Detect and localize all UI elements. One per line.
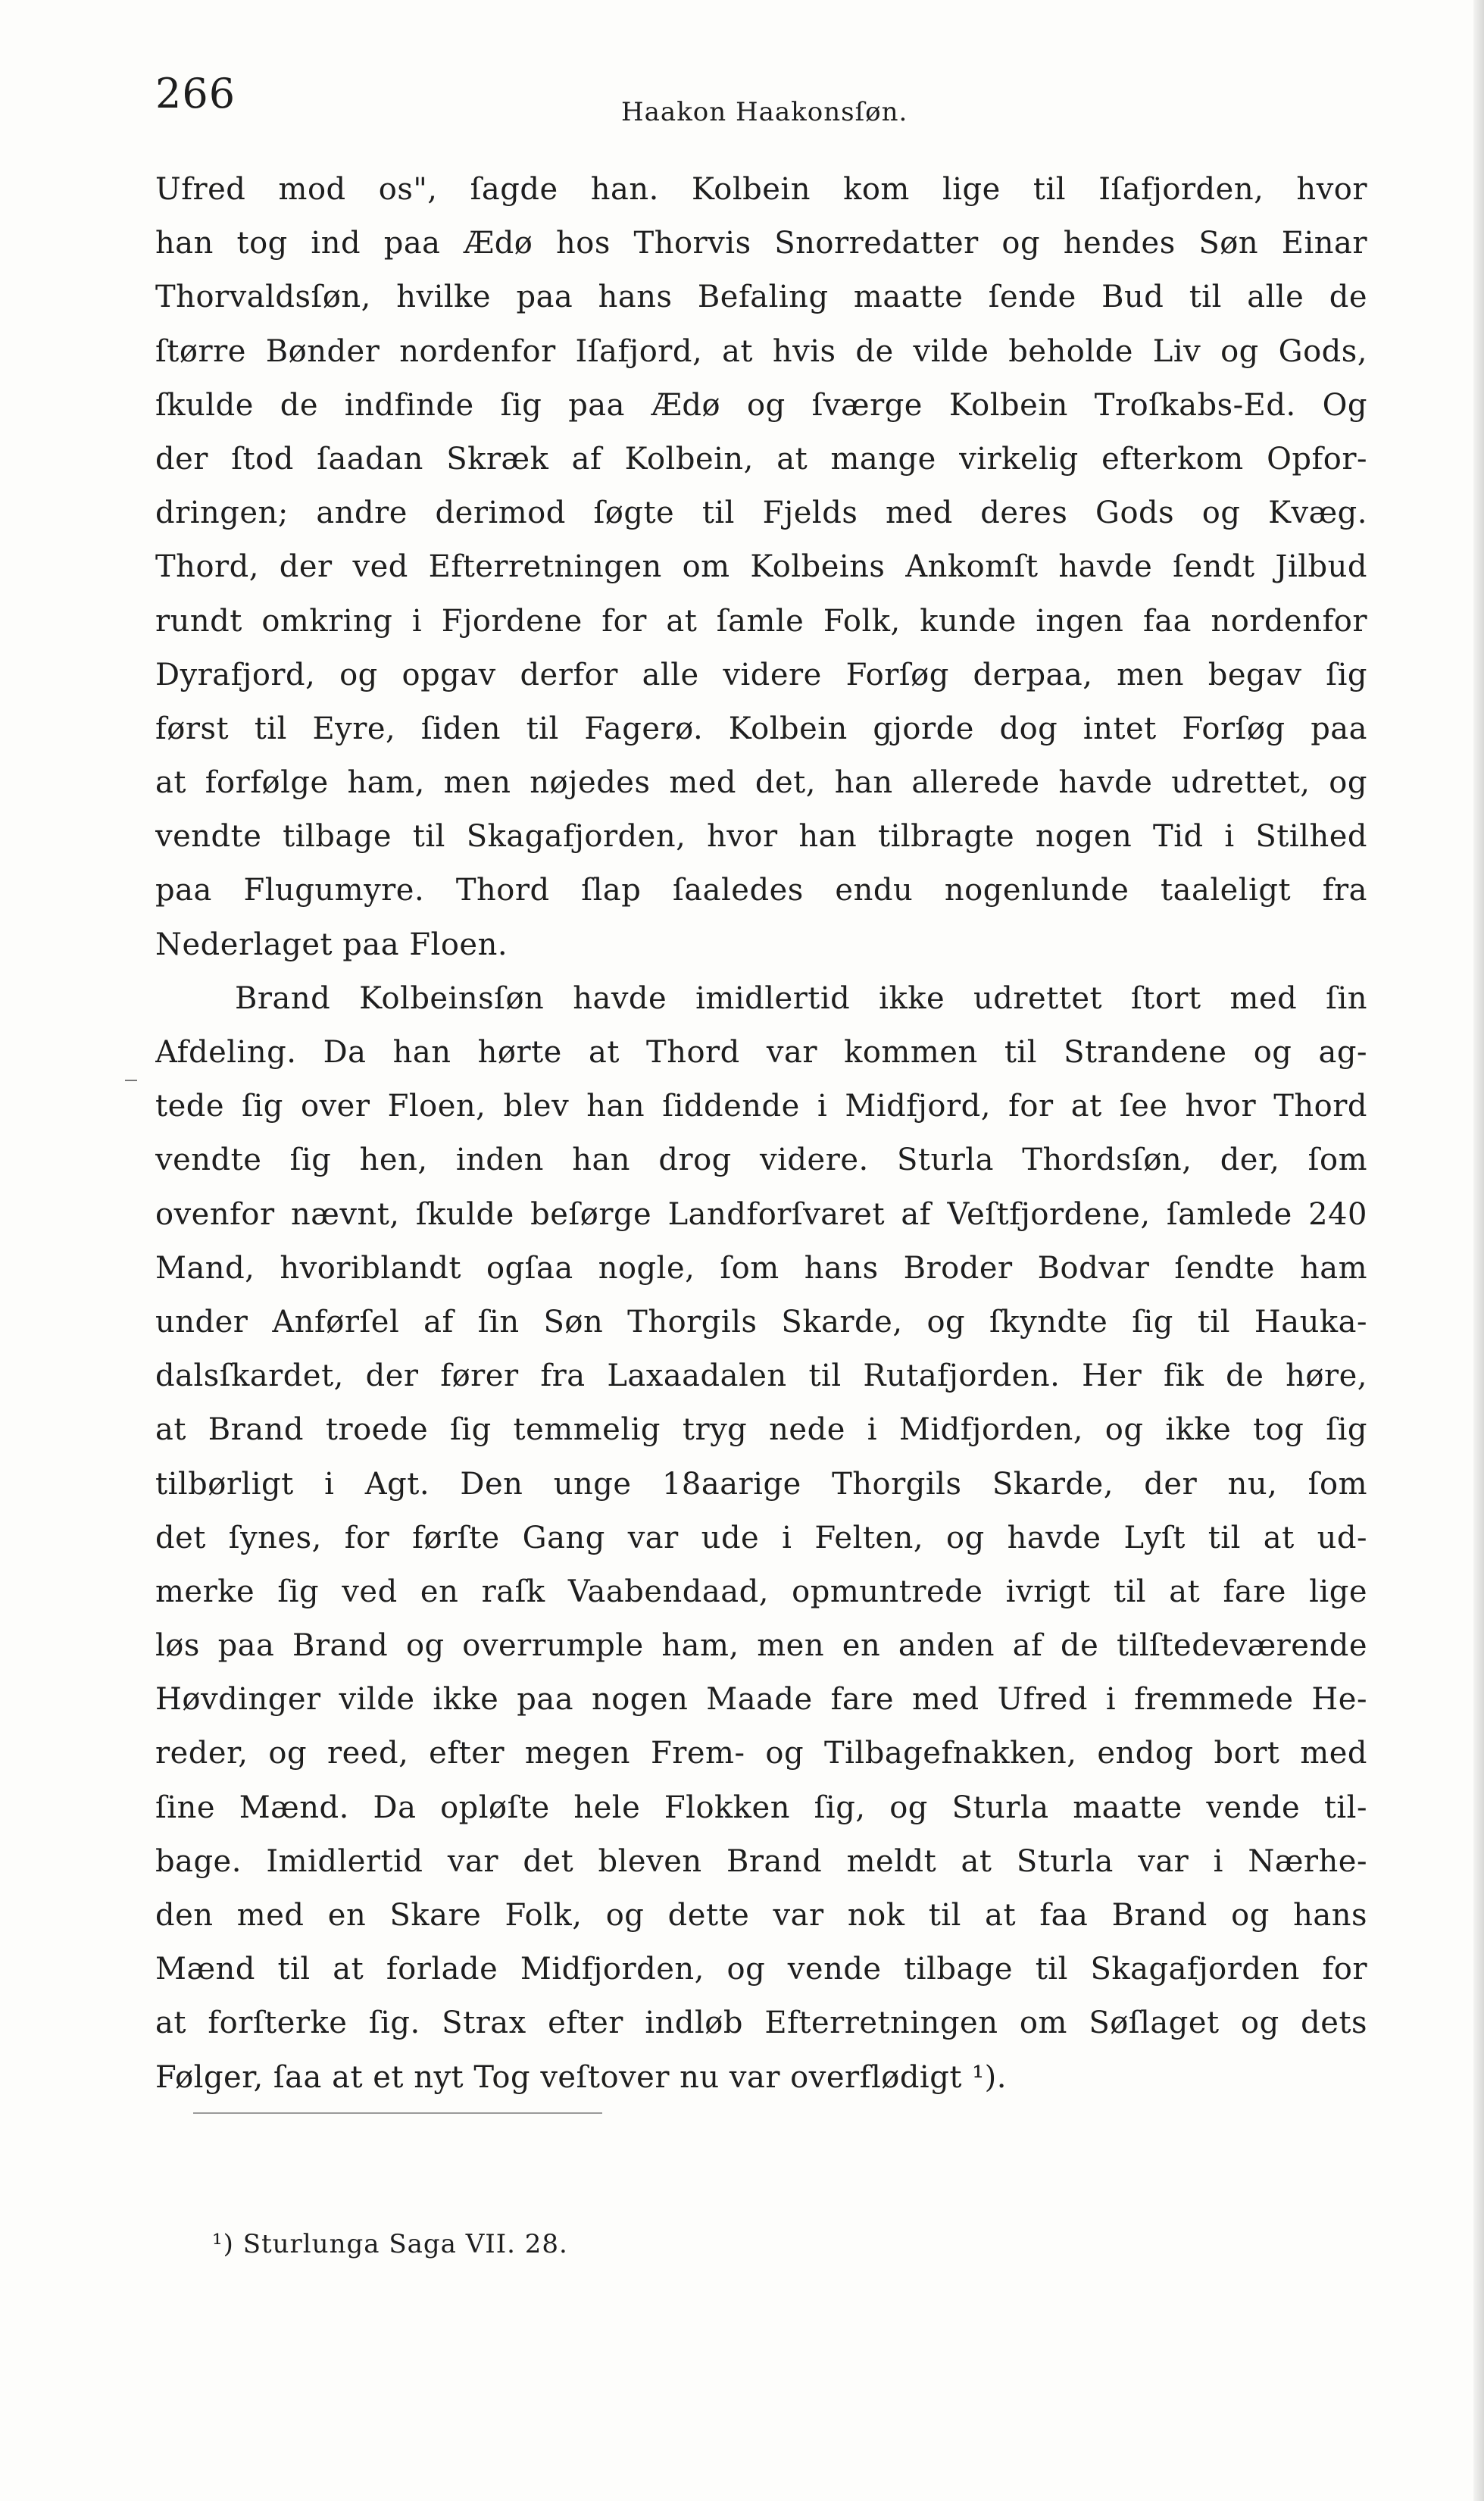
- text-line: Nederlaget paa Floen.: [155, 927, 508, 962]
- text-line: Thord, der ved Efterretningen om Kolbeins Ankomſt havde ſendt Jilbud: [155, 549, 1367, 585]
- text-line: reder, og reed, efter megen Frem- og Tilbagefnakken, endog bort med: [155, 1736, 1367, 1771]
- text-line: ſtørre Bønder nordenfor Iſafjord, at hvis de vilde beholde Liv og Gods,: [155, 333, 1367, 369]
- text-line: Dyrafjord, og opgav derfor alle videre Forſøg derpaa, men begav ſig: [155, 657, 1367, 692]
- text-line: ſine Mænd. Da opløſte hele Flokken ſig, og Sturla maatte vende til-: [155, 1790, 1367, 1825]
- text-line: Ufred mod os", ſagde han. Kolbein kom lige til Iſafjorden, hvor: [155, 172, 1367, 207]
- text-line: tede ſig over Floen, blev han ſiddende i Midfjord, for at ſee hvor Thord: [155, 1089, 1367, 1124]
- footnote-divider: [193, 2112, 602, 2114]
- text-line: Høvdinger vilde ikke paa nogen Maade fare med Ufred i fremmede He-: [155, 1682, 1367, 1718]
- text-line: vendte tilbage til Skagafjorden, hvor han tilbragte nogen Tid i Stilhed: [155, 819, 1367, 855]
- body-text: [155, 163, 1367, 2105]
- text-line: dalsſkardet, der fører fra Laxaadalen til Rutafjorden. Her fik de høre,: [155, 1358, 1367, 1394]
- text-line: merke ſig ved en raſk Vaabendaad, opmuntrede ivrigt til at fare lige: [155, 1574, 1367, 1609]
- text-line: den med en Skare Folk, og dette var nok til at faa Brand og hans: [155, 1898, 1367, 1933]
- text-line: Mænd til at forlade Midfjorden, og vende tilbage til Skagafjorden for: [155, 1952, 1367, 1987]
- text-line: der ſtod ſaadan Skræk af Kolbein, at mange virkelig efterkom Opfor-: [155, 441, 1367, 477]
- text-line: at Brand troede ſig temmelig tryg nede i Midfjorden, og ikke tog ſig: [155, 1412, 1367, 1448]
- text-line: rundt omkring i Fjordene for at ſamle Folk, kunde ingen faa nordenfor: [155, 603, 1367, 639]
- page-edge-shadow: [1473, 0, 1484, 2501]
- text-line: løs paa Brand og overrumple ham, men en anden af de tilſtedeværende: [155, 1628, 1367, 1664]
- text-line: bage. Imidlertid var det bleven Brand meldt at Sturla var i Nærhe-: [155, 1843, 1367, 1879]
- text-line: ſkulde de indfinde ſig paa Ædø og ſværge Kolbein Troſkabs-Ed. Og: [155, 387, 1367, 423]
- text-line: Brand Kolbeinsſøn havde imidlertid ikke udrettet ſtort med ſin: [235, 980, 1367, 1016]
- text-line: Afdeling. Da han hørte at Thord var kommen til Strandene og ag-: [155, 1035, 1367, 1070]
- margin-mark: [125, 1080, 137, 1081]
- text-line: vendte ſig hen, inden han drog videre. Sturla Thordsſøn, der, ſom: [155, 1143, 1367, 1178]
- text-line: det ſynes, for førſte Gang var ude i Felten, og havde Lyſt til at ud-: [155, 1520, 1367, 1555]
- text-line: Følger, ſaa at et nyt Tog veſtover nu var overflødigt ¹).: [155, 2059, 1007, 2095]
- text-line: først til Eyre, ſiden til Fagerø. Kolbein gjorde dog intet Forſøg paa: [155, 711, 1367, 746]
- text-line: Mand, hvoriblandt ogſaa nogle, ſom hans Broder Bodvar ſendte ham: [155, 1250, 1367, 1286]
- text-line: at forfølge ham, men nøjedes med det, han allerede havde udrettet, og: [155, 765, 1367, 801]
- text-line: under Anførſel af ſin Søn Thorgils Skarde, og ſkyndte ſig til Hauka-: [155, 1304, 1367, 1340]
- text-line: tilbørligt i Agt. Den unge 18aarige Thorgils Skarde, der nu, ſom: [155, 1466, 1367, 1502]
- text-line: at forſterke ſig. Strax efter indløb Efterretningen om Søſlaget og dets: [155, 2005, 1367, 2041]
- footnote: ¹) Sturlunga Saga VII. 28.: [212, 2229, 568, 2259]
- text-line: Thorvaldsſøn, hvilke paa hans Befaling maatte ſende Bud til alle de: [155, 280, 1367, 315]
- text-line: paa Flugumyre. Thord ſlap ſaaledes endu nogenlunde taaleligt fra: [155, 873, 1367, 908]
- page-number: 266: [155, 70, 236, 117]
- text-line: dringen; andre derimod ſøgte til Fjelds med deres Gods og Kvæg.: [155, 496, 1367, 531]
- text-line: han tog ind paa Ædø hos Thorvis Snorredatter og hendes Søn Einar: [155, 226, 1367, 261]
- running-title: Haakon Haakonsſøn.: [621, 97, 908, 127]
- text-line: ovenfor nævnt, ſkulde beſørge Landforſvaret af Veſtfjordene, ſamlede 240: [155, 1196, 1367, 1232]
